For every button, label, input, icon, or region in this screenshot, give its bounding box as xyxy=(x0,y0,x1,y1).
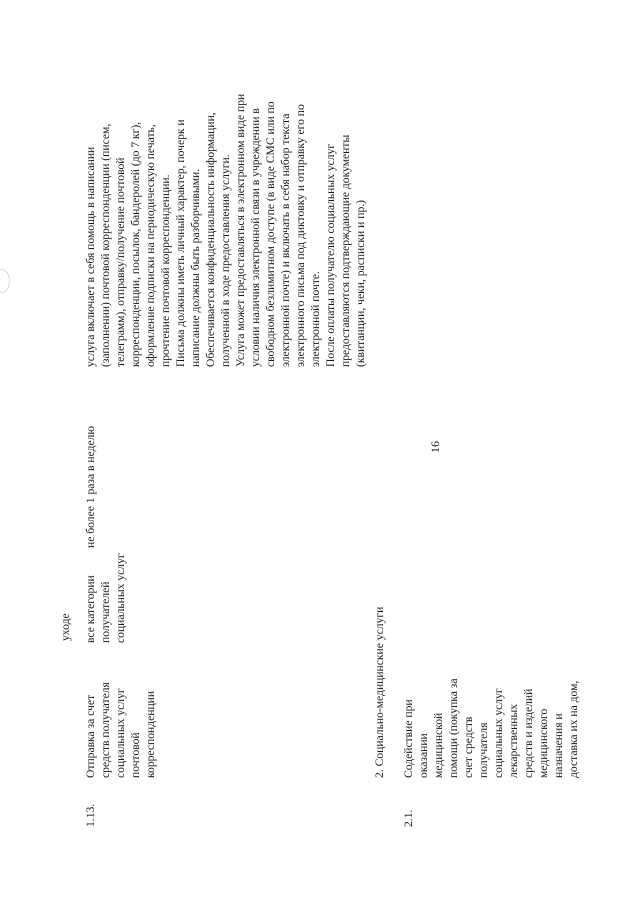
corner-mark xyxy=(0,269,10,293)
service-name-line: медицинской xyxy=(432,712,445,778)
service-name-line: Содействие при xyxy=(402,699,415,778)
prev-row-tail-text: уходе xyxy=(59,613,72,641)
service-name-line: лекарственных xyxy=(507,703,520,778)
description-line: электронной почте) и включать в себя набор текста xyxy=(279,113,292,367)
description-line: (заполнении) почтовой корреспонденции (писем, xyxy=(99,123,112,367)
description-line: Услуга может предоставляться в электронном виде при xyxy=(234,93,247,367)
section-heading: 2. Социально-медицинские услуги xyxy=(373,606,386,778)
service-name-line: Отправка за счет xyxy=(84,694,97,778)
row-number: 1.13. xyxy=(84,803,97,827)
category-line: социальных услуг xyxy=(114,553,127,643)
service-name-line: почтовой xyxy=(129,732,142,778)
description-line: Письма должны иметь личный характер, почерк и xyxy=(174,119,187,367)
description-line: оформление подписки на периодическую печать, xyxy=(144,124,157,367)
description-line: прочтение почтовой корреспонденции. xyxy=(159,174,172,367)
page-number: 16 xyxy=(428,441,442,453)
frequency-cell: не более 1 раза в неделю xyxy=(84,425,97,548)
service-name-line: получателя xyxy=(477,722,490,778)
row-number: 2.1. xyxy=(402,809,415,827)
description-line: После оплаты получателю социальных услуг xyxy=(324,143,337,367)
service-name-line: социальных услуг xyxy=(492,688,505,778)
description-line: Обеспечивается конфиденциальность информации, xyxy=(204,112,217,367)
description-line: корреспонденции, посылок, бандеролей (до 7 кг), xyxy=(129,121,142,367)
description-line: электронной почте. xyxy=(309,271,322,367)
description-line: предоставляются подтверждающие документы xyxy=(339,134,352,367)
description-line: услуга включает в себя помощь в написании xyxy=(84,146,97,367)
description-line: написание должны быть разборчивыми. xyxy=(189,168,202,367)
description-line: свободном безлимитном доступе (в виде СМС или по xyxy=(264,101,277,367)
service-name-line: социальных услуг xyxy=(114,688,127,778)
service-name-line: средств получателя xyxy=(99,682,112,778)
service-name-line: назначения и xyxy=(552,713,565,778)
service-name-line: помощи (покупка за xyxy=(447,678,460,778)
description-line: телеграмм), отправку/получение почтовой xyxy=(114,157,127,367)
service-name-line: медицинского xyxy=(537,708,550,778)
description-line: электронного письма под диктовку и отправку его по xyxy=(294,104,307,367)
service-name-line: средств и изделий xyxy=(522,688,535,778)
service-name-line: оказании xyxy=(417,733,430,778)
description-line: полученной в ходе предоставления услуги. xyxy=(219,154,232,367)
category-line: все категории xyxy=(84,575,97,643)
category-line: получателей xyxy=(99,581,112,643)
service-name-line: счет средств xyxy=(462,716,475,778)
description-line: условии наличия электронной связи в учреждении в xyxy=(249,108,262,367)
description-line: (квитанции, чеки, расписки и пр.) xyxy=(354,200,367,367)
service-name-line: доставка их на дом, xyxy=(567,680,580,778)
service-name-line: корреспонденции xyxy=(144,690,157,778)
